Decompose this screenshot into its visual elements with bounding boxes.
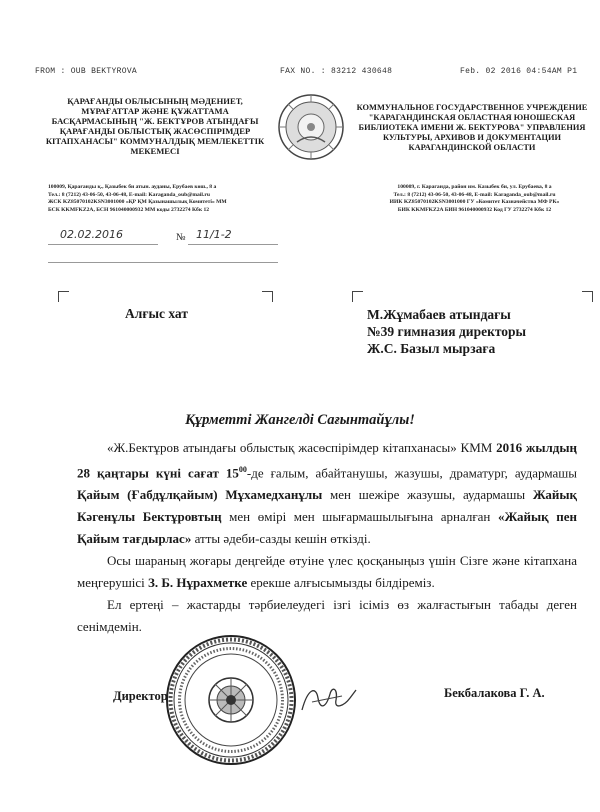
- letter-title: Алғыс хат: [125, 306, 188, 321]
- letter-body: [77, 437, 577, 638]
- recipient-line: М.Жұмабаев атындағы: [367, 307, 511, 322]
- greeting: Құрметті Жангелді Сағынтайұлы!: [185, 412, 415, 428]
- paragraph-3: Ел ертеңі – жастарды тәрбиелеудегі ізгі ісіміз өз жалғастығын табады деген сенімдемін.: [77, 597, 577, 635]
- address-kazakh: [48, 184, 293, 214]
- registration-date: 02.02.2016: [60, 228, 123, 241]
- letterhead-russian: КОММУНАЛЬНОЕ ГОСУДАРСТВЕННОЕ УЧРЕЖДЕНИЕ "КАРАГАНДИНСКАЯ ОБЛАСТНАЯ ЮНОШЕСКАЯ БИБЛИОТЕКА ИМЕНИ Ж. БЕКТУРОВА" УПРАВЛЕНИЯ КУЛЬТУРЫ, АРХИВОВ И ДОКУМЕНТАЦИИ КАРАГАНДИНСКОЙ ОБЛАСТИ: [356, 103, 588, 152]
- fax-datetime: Feb. 02 2016 04:54AM P1: [460, 67, 578, 76]
- signature-scribble: [298, 680, 360, 723]
- address-line: 100009, Қарағанды қ., Қазыбек би атын. ауданы, Ерубаев көш., 8 а: [48, 184, 217, 190]
- address-line: БСК KKMFKZ2A, БСН 961040000932 ММ коды 2732274 Кбк 12: [48, 206, 210, 213]
- corner-mark: [58, 291, 69, 302]
- divider: [188, 244, 278, 245]
- registration-number-label: №: [176, 232, 186, 243]
- registration-number: 11/1-2: [196, 228, 232, 241]
- state-emblem: [277, 92, 345, 167]
- recipient-block: [367, 306, 597, 357]
- corner-mark: [262, 291, 273, 302]
- recipient-line: №39 гимназия директоры: [367, 324, 527, 339]
- fax-number: FAX NO. : 83212 430648: [280, 67, 393, 76]
- address-russian: [352, 184, 597, 214]
- address-line: 100009, г. Караганда, район им. Казыбек би, ул. Ерубаева, 8 а: [397, 184, 552, 190]
- corner-mark: [352, 291, 363, 302]
- paragraph-1: «Ж.Бектұров атындағы облыстық жасөспірімдер кітапханасы» КММ 2016 жылдың 28 қаңтары күні сағат $15^{00}-де$ ғалым, абайтанушы, жазушы, драматург, аудармашы Қайым (Ғабдұлқайым) Мұхамедханұлы мен шежіре жазушы, аудармашы Жайық Кәгенұлы Бектұровтың мен өмірі мен шығармашылығына арналған «Жайық пен Қайым тағдырлас» атты әдеби-сазды кешін өткізді.: [77, 440, 577, 547]
- fax-from: FROM : OUB BEKTYROVA: [35, 67, 138, 76]
- official-seal: [164, 633, 298, 772]
- paragraph-2: Осы шараның жоғары деңгейде өтуіне үлес қосқаныңыз үшін Сізге және кітапхана меңгерушісі З. Б. Нұрахметке ерекше алғысымызды білдіреміз.: [77, 553, 577, 591]
- address-line: ЖСК KZ85070102KSN3001000 «ҚР ҚМ Қазынашылық Комитеті» ММ: [48, 199, 227, 205]
- letterhead-kazakh: ҚАРАҒАНДЫ ОБЛЫСЫНЫҢ МӘДЕНИЕТ, МҰРАҒАТТАР ЖӘНЕ ҚҰЖАТТАМА БАСҚАРМАСЫНЫҢ "Ж. БЕКТҰРОВ АТЫНДАҒЫ ҚАРАҒАНДЫ ОБЛЫСТЫҚ ЖАСӨСПІРІМДЕР КІТАПХАНАСЫ" КОММУНАЛДЫҚ МЕМЛЕКЕТТІК МЕКЕМЕСІ: [45, 96, 265, 156]
- address-line: Тел.: 8 (7212) 43-06-50, 43-06-48, E-mail: Karaganda_oub@mail.ru: [48, 191, 210, 198]
- divider: [48, 244, 158, 245]
- director-name: Бекбалакова Г. А.: [444, 686, 545, 700]
- address-line: Тел.: 8 (7212) 43-06-50, 43-06-48, E-mail: Karaganda_oub@mail.ru: [393, 191, 556, 198]
- address-line: БИК KKMFKZ2A БИН 961040000932 Код ГУ 2732274 Кбк 12: [397, 206, 552, 213]
- recipient-line: Ж.С. Базыл мырзаға: [367, 341, 496, 356]
- address-line: ИИК KZ85070102KSN3001000 ГУ «Комитет Казначейства МФ РК»: [389, 199, 560, 205]
- corner-mark: [582, 291, 593, 302]
- director-title: Директор: [113, 689, 168, 703]
- divider: [48, 262, 278, 263]
